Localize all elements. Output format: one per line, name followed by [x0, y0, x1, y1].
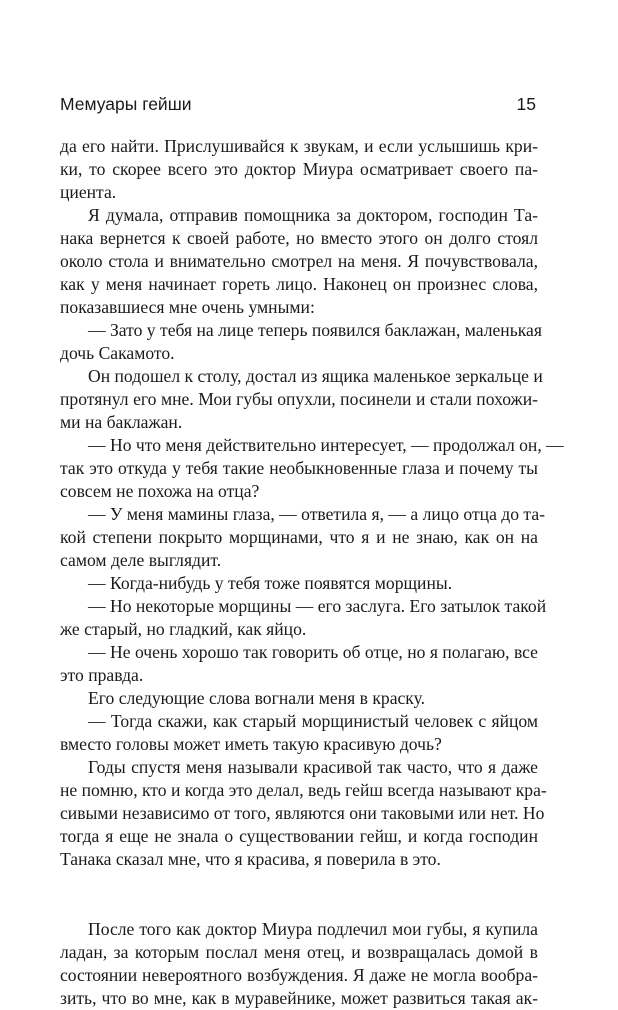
- text-line: циента.: [60, 182, 117, 202]
- text-line: — Но некоторые морщины — его заслуга. Его затылок такой: [88, 596, 547, 616]
- text-line: зить, что во мне, как в муравейнике, может развиться такая ак-: [60, 988, 538, 1008]
- text-line: совсем не похожа на отца?: [60, 481, 260, 501]
- text-line: дочь Сакамото.: [60, 343, 175, 363]
- text-line: — Тогда скажи, как старый морщинистый человек с яйцом: [88, 711, 538, 731]
- text-line: Я думала, отправив помощника за доктором, господин Та-: [88, 205, 538, 225]
- text-line: показавшиеся мне очень умными:: [60, 297, 315, 317]
- text-line: около стола и внимательно смотрел на меня. Я почувствовала,: [60, 251, 538, 271]
- section-break: [60, 871, 538, 918]
- text-line: это правда.: [60, 665, 144, 685]
- text-line: ми на баклажан.: [60, 412, 183, 432]
- text-line: протянул его мне. Мои губы опухли, посинели и стали похожи-: [60, 389, 538, 409]
- text-line: ки, то скорее всего это доктор Миура осматривает своего па-: [60, 159, 538, 179]
- text-line: — Когда-нибудь у тебя тоже появятся морщины.: [88, 573, 453, 593]
- text-line: состоянии невероятного возбуждения. Я даже не могла вообра-: [60, 965, 538, 985]
- text-line: — У меня мамины глаза, — ответила я, — а лицо отца до та-: [88, 504, 546, 524]
- text-line: вместо головы может иметь такую красивую дочь?: [60, 734, 442, 754]
- text-line: как у меня начинает гореть лицо. Наконец он произнес слова,: [60, 274, 538, 294]
- text-line: да его найти. Прислушивайся к звукам, и если услышишь кри-: [60, 136, 538, 156]
- running-head: [60, 94, 536, 122]
- text-line: самом деле выглядит.: [60, 550, 222, 570]
- text-line: ладан, за которым послал меня отец, и возвращалась домой в: [60, 942, 538, 962]
- text-line: так это откуда у тебя такие необыкновенные глаза и почему ты: [60, 458, 538, 478]
- text-line: — Зато у тебя на лице теперь появился баклажан, маленькая: [88, 320, 542, 340]
- text-line: нака вернется к своей работе, но вместо этого он долго стоял: [60, 228, 538, 248]
- text-line: не помню, кто и когда это делал, ведь гейш всегда называют кра-: [60, 780, 547, 800]
- text-line: Его следующие слова вогнали меня в краску.: [88, 688, 426, 708]
- text-line: сивыми независимо от того, являются они таковыми или нет. Но: [60, 803, 545, 823]
- text-line: Танака сказал мне, что я красива, я поверила в это.: [60, 849, 441, 869]
- text-line: — Не очень хорошо так говорить об отце, но я полагаю, все: [88, 642, 538, 662]
- text-line: тогда я еще не знала о существовании гейш, и когда господин: [60, 826, 538, 846]
- text-line: Годы спустя меня называли красивой так часто, что я даже: [88, 757, 538, 777]
- text-line: — Но что меня действительно интересует, — продолжал он, —: [88, 435, 564, 455]
- running-title: Мемуары гейши: [60, 94, 192, 114]
- body-text: [60, 135, 564, 1010]
- text-line: Он подошел к столу, достал из ящика маленькое зеркальце и: [88, 366, 543, 386]
- text-line: же старый, но гладкий, как яйцо.: [60, 619, 307, 639]
- page-number: 15: [516, 94, 536, 114]
- text-line: кой степени покрыто морщинами, что я и не знаю, как он на: [60, 527, 538, 547]
- text-line: После того как доктор Миура подлечил мои губы, я купила: [88, 919, 538, 939]
